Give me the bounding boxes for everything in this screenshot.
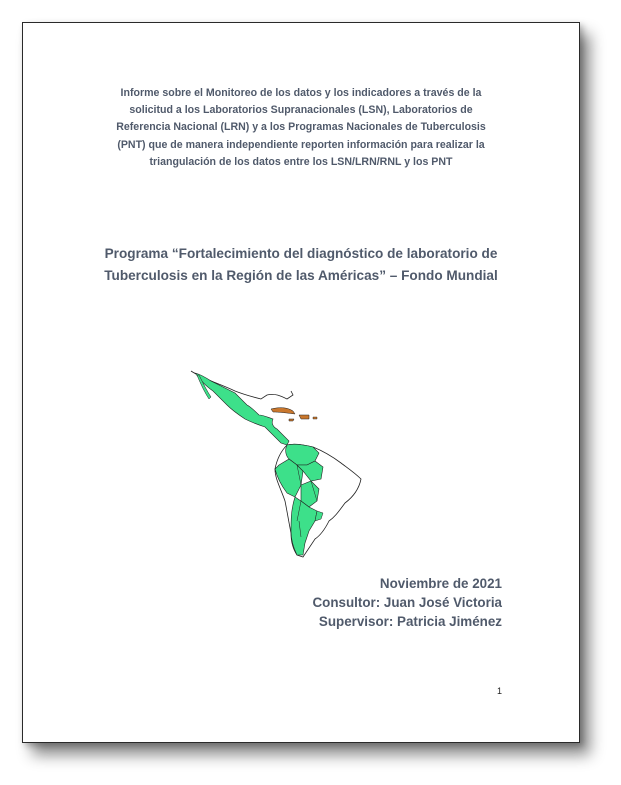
program-title-line: Programa “Fortalecimiento del diagnóstico de laboratorio de — [104, 246, 498, 261]
jamaica — [289, 419, 294, 421]
puerto-rico — [313, 417, 317, 419]
report-title-line: Informe sobre el Monitoreo de los datos y los indicadores a través de la — [120, 87, 482, 99]
report-title-line: triangulación de los datos entre los LSN/LRN/RNL y los PNT — [149, 155, 453, 168]
hispaniola — [299, 415, 309, 419]
report-date: Noviembre de 2021 — [379, 576, 502, 591]
report-title-line: solicitud a los Laboratorios Supranacionales (LSN), Laboratorios de — [129, 104, 473, 117]
consultant-name: Consultor: Juan José Victoria — [312, 595, 502, 610]
credits-block — [313, 574, 503, 631]
latin-america-map — [183, 361, 373, 561]
page-number: 1 — [497, 686, 503, 696]
cuba — [271, 408, 295, 414]
report-title-line: (PNT) que de manera independiente reporten información para realizar la — [117, 138, 485, 151]
report-title-line: Referencia Nacional (LRN) y a los Programas Nacionales de Tuberculosis — [116, 121, 486, 134]
document-page — [22, 22, 580, 743]
report-title — [91, 85, 511, 171]
program-title-line: Tuberculosis en la Región de las Américas” – Fondo Mundial — [104, 268, 498, 283]
program-title — [73, 243, 529, 287]
supervisor-name: Supervisor: Patricia Jiménez — [318, 614, 502, 629]
